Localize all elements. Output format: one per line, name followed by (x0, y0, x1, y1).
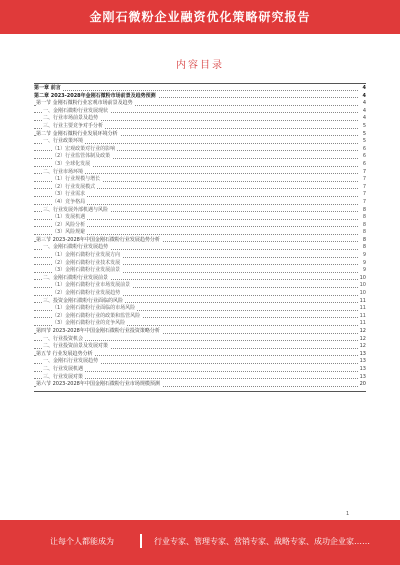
toc-entry-label: 一、行业政策环境 (43, 138, 84, 145)
toc-entry-page: 12 (359, 343, 366, 350)
toc-entry-label: （2）行业发展模式 (52, 183, 96, 190)
page-footer-band (0, 520, 400, 565)
toc-entry-page: 7 (362, 168, 366, 175)
toc-entry-page: 4 (362, 100, 366, 107)
toc-entry-label: （3）金刚石微粉行业发展前景 (52, 267, 121, 274)
toc-entry-label: （1）宏观政策对行业的影响 (52, 145, 116, 152)
toc-entry-page: 7 (362, 183, 366, 190)
toc-entry[interactable] (34, 138, 366, 146)
toc-entry-label: 第六节 2023-2028年中国金刚石微粉行业市场规模预测 (36, 381, 160, 388)
toc-entry[interactable] (34, 282, 366, 290)
toc-entry-page: 5 (362, 138, 366, 145)
toc-entry-page: 5 (362, 122, 366, 129)
toc-entry-label: （1）金刚石微粉行业面临的市场风险 (52, 305, 136, 312)
toc-entry-label: 三、行业主要竞争对手分析 (43, 122, 104, 129)
toc-entry-label: （1）金刚石微粉行业发展方向 (52, 252, 121, 259)
toc-entry[interactable] (34, 100, 366, 108)
toc-entry-page: 7 (362, 191, 366, 198)
toc-entry[interactable] (34, 169, 366, 177)
toc-entry[interactable] (34, 381, 366, 389)
toc-entry-page: 8 (362, 229, 366, 236)
toc-entry-page: 8 (362, 244, 366, 251)
toc-entry-page: 13 (359, 358, 366, 365)
toc-heading: 内容目录 (176, 60, 224, 71)
toc-entry-label: 一、金刚石微粉行业发展趋势 (43, 244, 109, 251)
toc-entry-page: 8 (362, 214, 366, 221)
toc-entry-label: 二、行业市场环境 (43, 168, 84, 175)
footer-divider (140, 534, 142, 548)
toc-entry-label: 第二节 金刚石微粉行业发展环境分析 (36, 130, 118, 137)
toc-entry[interactable] (34, 366, 366, 374)
toc-entry-label: 第四节 2023-2028年中国金刚石微粉行业投资策略分析 (36, 328, 160, 334)
toc-entry-label: 三、投资金刚石微粉行业面临的风险 (43, 297, 124, 304)
toc-entry[interactable] (34, 343, 366, 351)
toc-entry-label: 第一节 金刚石微粉行业宏观市场前景及趋势 (36, 100, 133, 107)
toc-entry-label: 一、行业投资机会 (43, 335, 84, 342)
toc-entry-label: 三、行业发展外部机遇与风险 (43, 206, 109, 213)
toc-entry-page: 7 (362, 198, 366, 205)
toc-entry[interactable] (34, 191, 366, 199)
toc-entry-label: 二、行业发展机遇 (43, 365, 84, 372)
toc-entry-label: 第一章 前言 (34, 85, 61, 91)
toc-entry-page: 4 (362, 107, 366, 114)
toc-entry-label: 第五节 行业发展趋势分析 (36, 350, 93, 357)
page-number: 1 (346, 511, 350, 517)
footer-slogan: 让每个人都能成为 (50, 537, 114, 546)
toc-entry-page: 4 (362, 85, 366, 91)
toc-entry-page: 12 (359, 335, 366, 342)
toc-entry[interactable] (34, 207, 366, 215)
toc-entry-label: （4）竞争格局 (52, 198, 86, 205)
toc-entry-label: 第三节 2023-2028年中国金刚石微粉行业发展趋势分析 (36, 236, 160, 243)
toc-entry[interactable] (34, 290, 366, 298)
toc-entry-label: （1）发展机遇 (52, 214, 86, 221)
toc-entry-page: 13 (359, 373, 366, 380)
toc-entry-page: 9 (362, 267, 366, 274)
toc-entry-label: （1）金刚石微粉行业市场发展前景 (52, 282, 131, 289)
report-title: 金刚石微粉企业融资优化策略研究报告 (89, 10, 311, 24)
toc-entry-label: （2）金刚石微粉行业发展趋势 (52, 290, 121, 297)
toc-entry[interactable] (34, 214, 366, 222)
toc-entry-label: 一、金刚石微粉行业发展现状 (43, 107, 109, 114)
toc-entry-page: 10 (359, 290, 366, 297)
toc-entry[interactable] (34, 244, 366, 252)
toc-entry[interactable] (34, 267, 366, 275)
table-of-contents (34, 85, 366, 389)
toc-entry[interactable] (34, 358, 366, 366)
toc-entry-page: 4 (362, 115, 366, 122)
toc-entry[interactable] (34, 252, 366, 260)
toc-entry-page: 8 (362, 206, 366, 213)
toc-entry-page: 11 (359, 297, 366, 304)
toc-entry[interactable] (34, 115, 366, 123)
toc-entry-page: 6 (362, 160, 366, 167)
toc-entry-page: 9 (362, 259, 366, 266)
toc-entry-page: 8 (362, 236, 366, 243)
toc-entry-label: （3）行业需求 (52, 191, 86, 198)
toc-entry-page: 8 (362, 221, 366, 228)
toc-entry-label: （2）金刚石微粉行业的政策和监管风险 (52, 312, 141, 319)
toc-entry-label: （2）行业监管体制及政策 (52, 153, 111, 160)
toc-entry-page: 13 (359, 365, 366, 372)
toc-entry-page: 6 (362, 145, 366, 152)
toc-top-rule (34, 83, 366, 84)
toc-entry-page: 10 (359, 274, 366, 281)
toc-entry-label: （1）行业规模与增长 (52, 176, 101, 183)
toc-entry[interactable] (34, 229, 366, 237)
toc-entry[interactable] (34, 305, 366, 313)
toc-entry-page: 13 (359, 350, 366, 357)
toc-entry[interactable] (34, 161, 366, 169)
toc-entry[interactable] (34, 199, 366, 207)
toc-bottom-rule (34, 391, 366, 392)
toc-entry-label: 二、行业市场前景及趋势 (43, 115, 99, 122)
toc-entry[interactable] (34, 328, 366, 336)
toc-entry-page: 12 (359, 328, 366, 334)
toc-entry-label: 三、行业发展对策 (43, 373, 84, 380)
toc-entry[interactable] (34, 85, 366, 93)
toc-entry-page: 11 (359, 305, 366, 312)
toc-entry-page: 20 (359, 381, 366, 388)
toc-entry-label: （2）风险分析 (52, 221, 86, 228)
toc-entry[interactable] (34, 123, 366, 131)
toc-entry-label: 二、金刚石微粉行业发展前景 (43, 274, 109, 281)
toc-entry-page: 5 (362, 130, 366, 137)
toc-entry-label: 一、金刚石行业发展趋势 (43, 358, 99, 365)
toc-entry-page: 6 (362, 153, 366, 160)
toc-entry-page: 7 (362, 176, 366, 183)
toc-entry-label: （3）风险规避 (52, 229, 86, 236)
dot-leader (34, 90, 358, 91)
footer-tagline: 行业专家、管理专家、营销专家、战略专家、成功企业家…… (154, 537, 370, 546)
toc-entry-label: （2）金刚石微粉行业技术发展 (52, 259, 121, 266)
toc-entry-page: 10 (359, 282, 366, 289)
toc-entry-label: （3）金刚石微粉行业的竞争风险 (52, 320, 126, 327)
toc-entry[interactable] (34, 153, 366, 161)
page-header-band (0, 0, 400, 34)
toc-entry-page: 4 (362, 92, 366, 99)
toc-entry-label: （3）全球化发展 (52, 160, 91, 167)
toc-entry-page: 11 (359, 312, 366, 319)
toc-entry-label: 第二章 2023-2028年金刚石微粉市场前景及趋势预测 (34, 92, 156, 99)
toc-entry-page: 11 (359, 320, 366, 327)
toc-entry-page: 9 (362, 252, 366, 259)
toc-entry-label: 二、行业投资前景及发展对策 (43, 343, 109, 350)
toc-entry[interactable] (34, 176, 366, 184)
toc-entry[interactable] (34, 320, 366, 328)
